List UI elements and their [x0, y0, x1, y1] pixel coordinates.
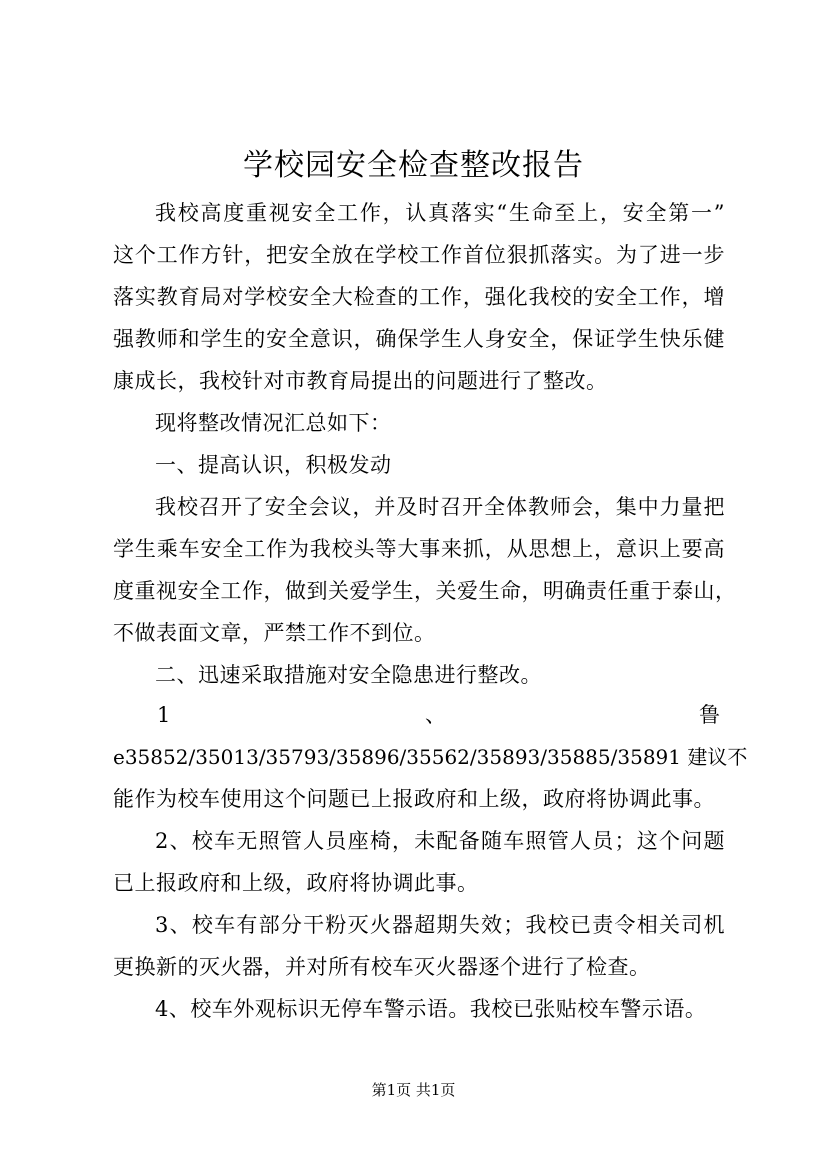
page-footer: 第1页 共1页	[371, 1081, 456, 1099]
spread-part: 、	[425, 703, 446, 727]
document-title: 学校园安全检查整改报告	[243, 148, 584, 183]
paragraph-line: 现将整改情况汇总如下：	[155, 411, 392, 435]
paragraph-line: 强教师和学生的安全意识，确保学生人身安全，保证学生快乐健	[113, 327, 725, 351]
paragraph-line: 度重视安全工作，做到关爱学生，关爱生命，明确责任重于泰山，	[113, 579, 737, 603]
spread-part: 鲁	[699, 703, 720, 727]
paragraph-line: 更换新的灭火器，并对所有校车灭火器逐个进行了检查。	[113, 955, 651, 979]
paragraph-line: 不做表面文章，严禁工作不到位。	[113, 621, 436, 645]
section-heading: 一、提高认识，积极发动	[155, 453, 392, 477]
paragraph-line: 我校高度重视安全工作，认真落实“生命至上，安全第一”	[155, 201, 725, 225]
paragraph-line: e35852/35013/35793/35896/35562/35893/35885/35891 建议不	[113, 745, 748, 769]
paragraph-line: 已上报政府和上级，政府将协调此事。	[113, 871, 479, 895]
section-heading: 二、迅速采取措施对安全隐患进行整改。	[155, 663, 542, 687]
paragraph-line: 2、校车无照管人员座椅，未配备随车照管人员；这个问题	[155, 829, 725, 853]
paragraph-line: 能作为校车使用这个问题已上报政府和上级，政府将协调此事。	[113, 787, 715, 811]
paragraph-line: 我校召开了安全会议，并及时召开全体教师会，集中力量把	[155, 495, 725, 519]
paragraph-line: 康成长，我校针对市教育局提出的问题进行了整改。	[113, 369, 608, 393]
paragraph-line: 学生乘车安全工作为我校头等大事来抓，从思想上，意识上要高	[113, 537, 725, 561]
spread-line	[113, 700, 725, 730]
spread-part: 1	[157, 703, 171, 727]
paragraph-line: 3、校车有部分干粉灭火器超期失效；我校已责令相关司机	[155, 913, 725, 937]
paragraph-line: 4、校车外观标识无停车警示语。我校已张贴校车警示语。	[155, 997, 707, 1021]
paragraph-line: 这个工作方针，把安全放在学校工作首位狠抓落实。为了进一步	[113, 243, 725, 267]
paragraph-line: 落实教育局对学校安全大检查的工作，强化我校的安全工作，增	[113, 285, 725, 309]
